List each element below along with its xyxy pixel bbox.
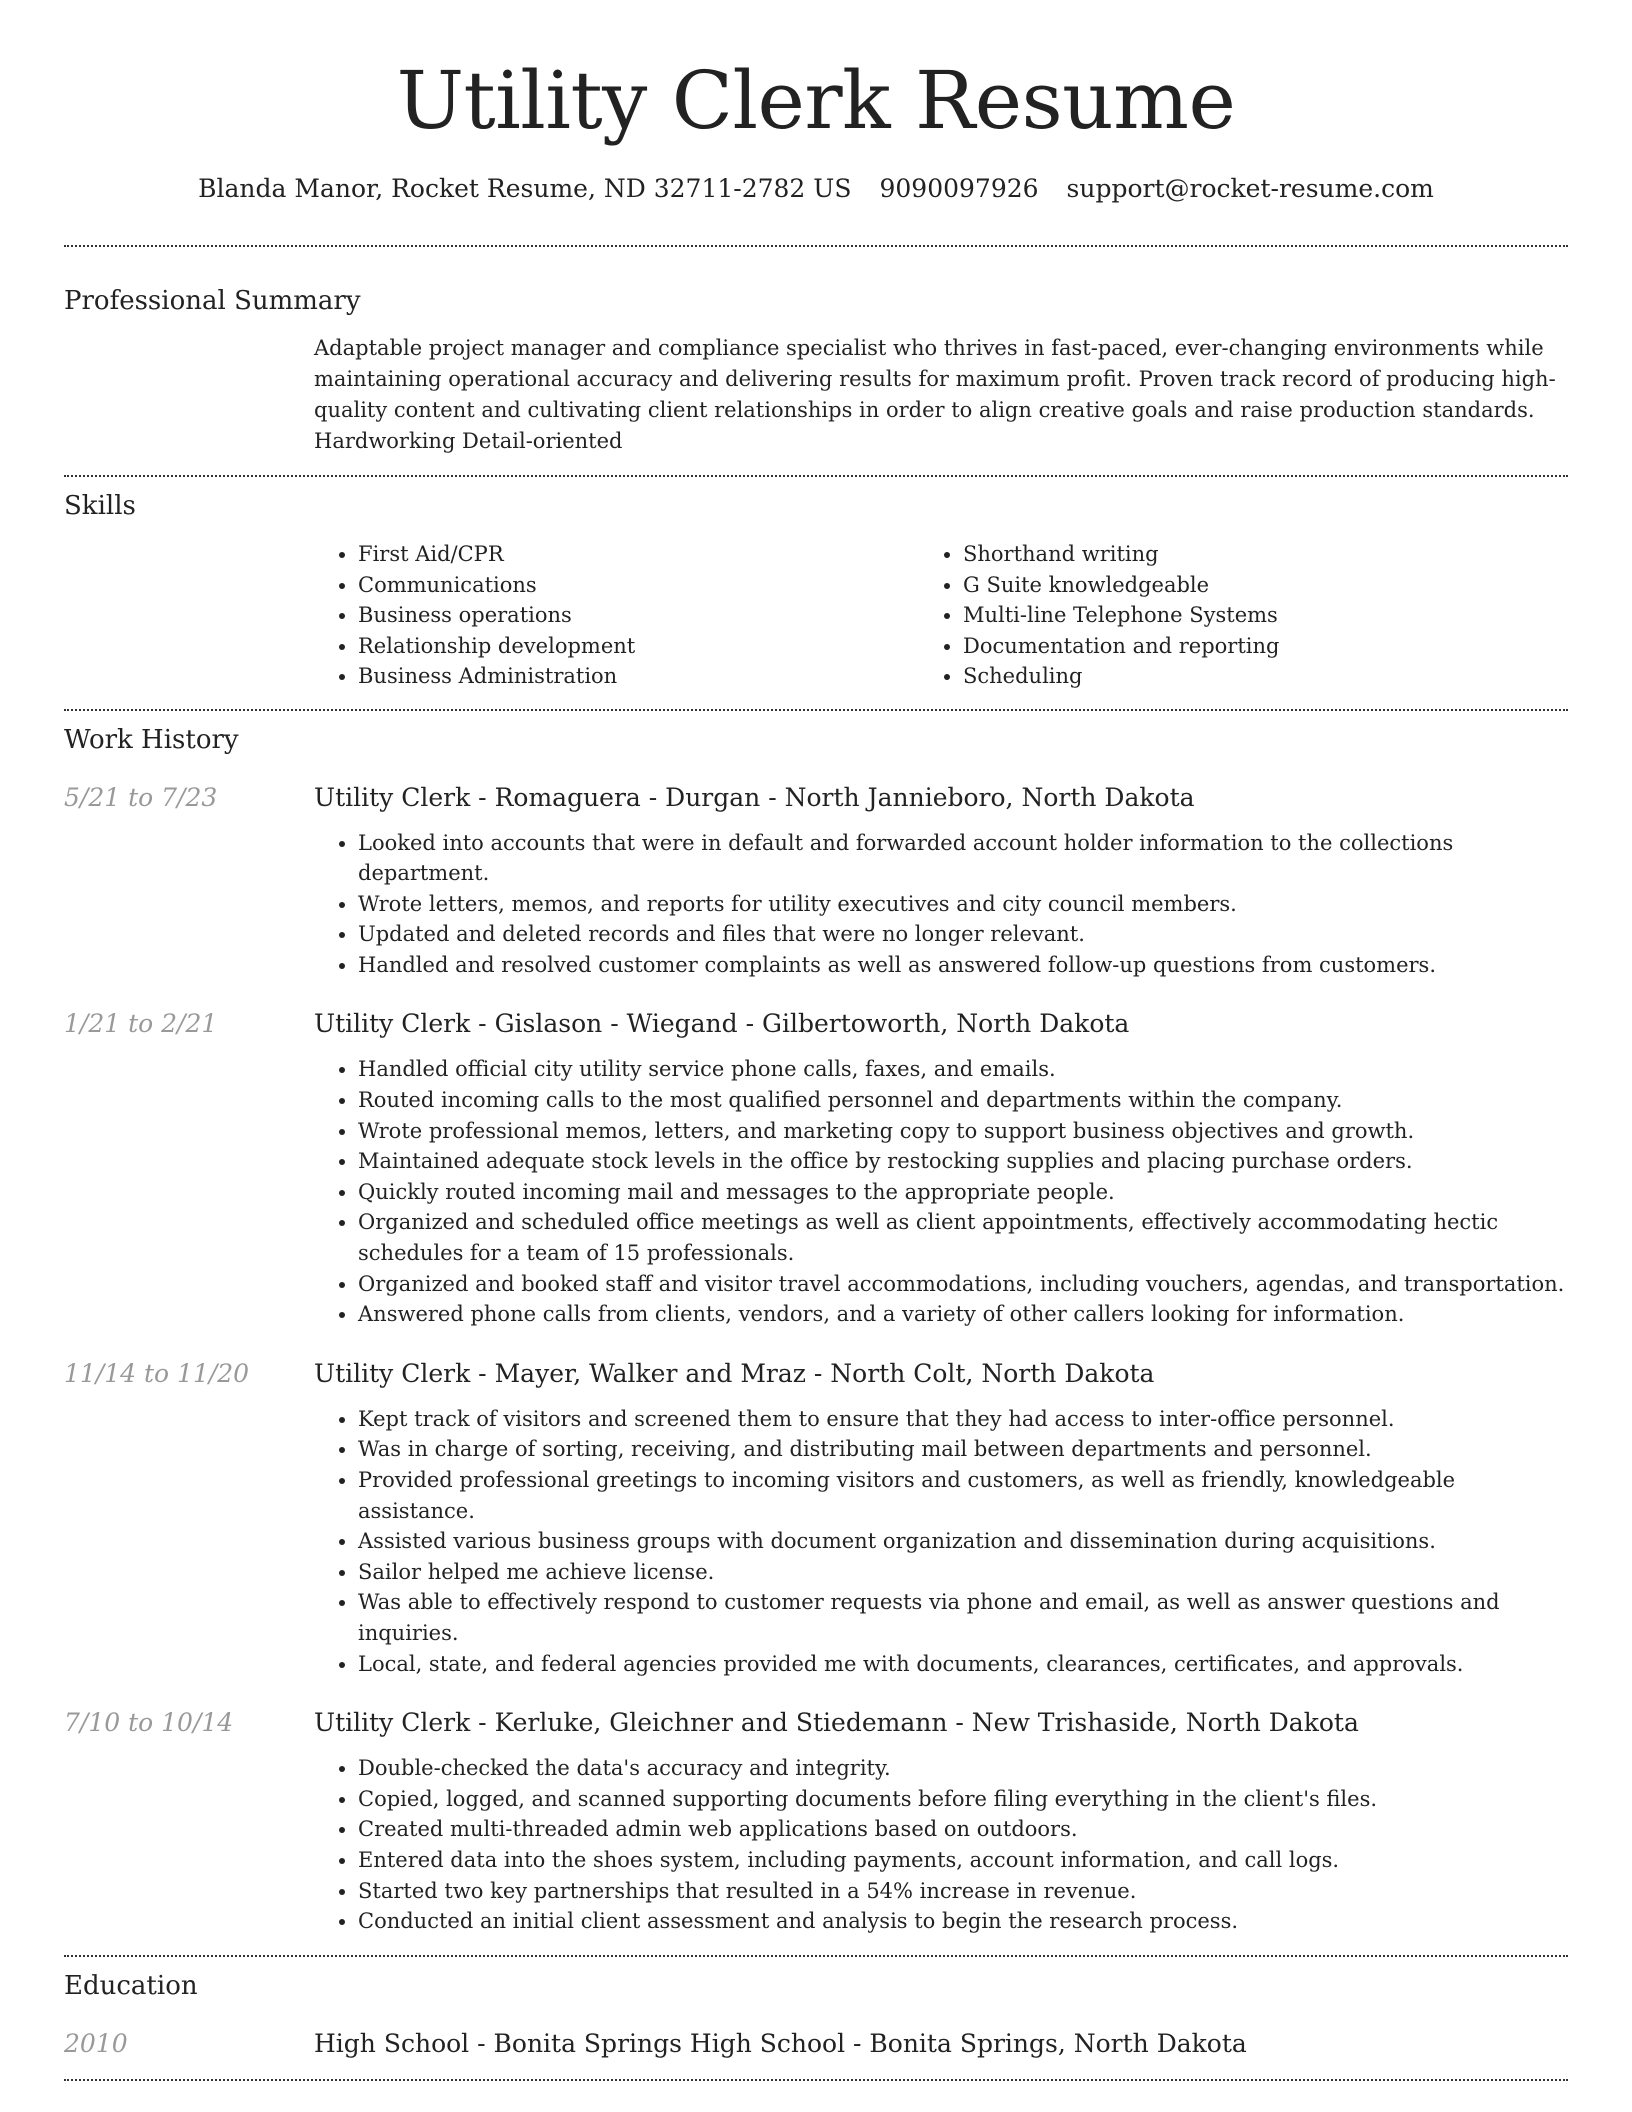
- skills-column-right: [963, 539, 1568, 692]
- skill-item: • Documentation and reporting: [963, 631, 1568, 662]
- job-body: [314, 1357, 1568, 1679]
- education-title: High School - Bonita Springs High School - Bonita Springs, North Dakota: [314, 2028, 1247, 2058]
- skill-item: • Business Administration: [358, 661, 963, 692]
- job-entry: [64, 1357, 1568, 1679]
- job-bullet: • Conducted an initial client assessment and analysis to begin the research process.: [358, 1906, 1568, 1937]
- divider: [64, 2079, 1568, 2081]
- job-bullet: • Created multi-threaded admin web applications based on outdoors.: [358, 1814, 1568, 1845]
- divider: [64, 245, 1568, 247]
- skill-item: • Shorthand writing: [963, 539, 1568, 570]
- job-bullet: • Quickly routed incoming mail and messages to the appropriate people.: [358, 1177, 1568, 1208]
- summary-text: Adaptable project manager and compliance specialist who thrives in fast-paced, ever-changing environments while maintaining operational accuracy and delivering results for maximum profit. Proven track record of producing high-quality content and cultivating client relationships in order to align creative goals and raise production standards. Hardworking Detail-oriented: [314, 336, 1556, 453]
- education-date: 2010: [64, 2028, 128, 2058]
- job-bullet: • Kept track of visitors and screened them to ensure that they had access to inter-office personnel.: [358, 1404, 1568, 1435]
- job-title: Utility Clerk - Romaguera - Durgan - North Jannieboro, North Dakota: [314, 782, 1195, 812]
- job-bullet: • Handled official city utility service phone calls, faxes, and emails.: [358, 1054, 1568, 1085]
- divider: [64, 709, 1568, 711]
- job-date: 1/21 to 2/21: [64, 1009, 218, 1039]
- section-title-work: Work History: [64, 724, 239, 755]
- job-bullet: • Answered phone calls from clients, vendors, and a variety of other callers looking for information.: [358, 1299, 1568, 1330]
- job-bullet: • Organized and booked staff and visitor travel accommodations, including vouchers, agendas, and transportation.: [358, 1269, 1568, 1300]
- skill-item: • Scheduling: [963, 661, 1568, 692]
- education-entry: [64, 2027, 1568, 2061]
- contact-phone: 9090097926: [879, 174, 1039, 203]
- job-bullets: [314, 1753, 1568, 1937]
- job-bullet: • Updated and deleted records and files that were no longer relevant.: [358, 919, 1568, 950]
- education-body: [314, 2027, 1568, 2061]
- job-bullet: • Sailor helped me achieve license.: [358, 1557, 1568, 1588]
- job-body: [314, 1706, 1568, 1937]
- job-bullet: • Copied, logged, and scanned supporting documents before filing everything in the client's files.: [358, 1784, 1568, 1815]
- divider: [64, 475, 1568, 477]
- job-date: 7/10 to 10/14: [64, 1708, 234, 1738]
- job-entry: [64, 1007, 1568, 1329]
- job-bullet: • Wrote professional memos, letters, and marketing copy to support business objectives and growth.: [358, 1116, 1568, 1147]
- job-entry: [64, 781, 1568, 981]
- job-body: [314, 1007, 1568, 1329]
- job-bullet: • Routed incoming calls to the most qualified personnel and departments within the company.: [358, 1085, 1568, 1116]
- job-bullet: • Assisted various business groups with document organization and dissemination during acquisitions.: [358, 1526, 1568, 1557]
- skill-item: • G Suite knowledgeable: [963, 570, 1568, 601]
- job-bullet: • Provided professional greetings to incoming visitors and customers, as well as friendly, knowledgeable assistance.: [358, 1465, 1568, 1526]
- skill-item: • Relationship development: [358, 631, 963, 662]
- contact-email: support@rocket-resume.com: [1066, 174, 1434, 203]
- job-bullet: • Wrote letters, memos, and reports for utility executives and city council members.: [358, 889, 1568, 920]
- job-title: Utility Clerk - Mayer, Walker and Mraz - North Colt, North Dakota: [314, 1358, 1155, 1388]
- resume-page: [64, 0, 1568, 2081]
- job-entry: [64, 1706, 1568, 1937]
- job-bullet: • Looked into accounts that were in default and forwarded account holder information to the collections department.: [358, 828, 1568, 889]
- job-title: Utility Clerk - Gislason - Wiegand - Gilbertoworth, North Dakota: [314, 1009, 1130, 1039]
- job-body: [314, 781, 1568, 981]
- skills-column-left: [314, 539, 963, 692]
- job-date: 5/21 to 7/23: [64, 782, 218, 812]
- contact-line: [64, 172, 1568, 206]
- skills-list: [314, 539, 1568, 692]
- contact-address: Blanda Manor, Rocket Resume, ND 32711-2782 US: [198, 174, 852, 203]
- divider: [64, 1955, 1568, 1957]
- job-bullet: • Double-checked the data's accuracy and integrity.: [358, 1753, 1568, 1784]
- job-date: 11/14 to 11/20: [64, 1358, 250, 1388]
- job-bullet: • Was in charge of sorting, receiving, and distributing mail between departments and personnel.: [358, 1434, 1568, 1465]
- job-bullet: • Organized and scheduled office meetings as well as client appointments, effectively accommodating hectic schedules for a team of 15 professionals.: [358, 1207, 1568, 1268]
- job-title: Utility Clerk - Kerluke, Gleichner and Stiedemann - New Trishaside, North Dakota: [314, 1708, 1359, 1738]
- job-bullet: • Handled and resolved customer complaints as well as answered follow-up questions from customers.: [358, 950, 1568, 981]
- section-title-education: Education: [64, 1970, 198, 2001]
- job-bullet: • Was able to effectively respond to customer requests via phone and email, as well as answer questions and inquiries.: [358, 1587, 1568, 1648]
- page-title: Utility Clerk Resume: [396, 54, 1236, 147]
- job-bullets: [314, 1404, 1568, 1679]
- section-title-skills: Skills: [64, 491, 136, 521]
- job-bullet: • Maintained adequate stock levels in the office by restocking supplies and placing purchase orders.: [358, 1146, 1568, 1177]
- skill-item: • Business operations: [358, 600, 963, 631]
- job-bullet: • Entered data into the shoes system, including payments, account information, and call logs.: [358, 1845, 1568, 1876]
- skill-item: • Multi-line Telephone Systems: [963, 600, 1568, 631]
- job-bullets: [314, 828, 1568, 981]
- skill-item: • First Aid/CPR: [358, 539, 963, 570]
- skill-item: • Communications: [358, 570, 963, 601]
- job-bullets: [314, 1054, 1568, 1329]
- job-bullet: • Started two key partnerships that resulted in a 54% increase in revenue.: [358, 1876, 1568, 1907]
- section-title-summary: Professional Summary: [64, 286, 361, 316]
- job-bullet: • Local, state, and federal agencies provided me with documents, clearances, certificates, and approvals.: [358, 1649, 1568, 1680]
